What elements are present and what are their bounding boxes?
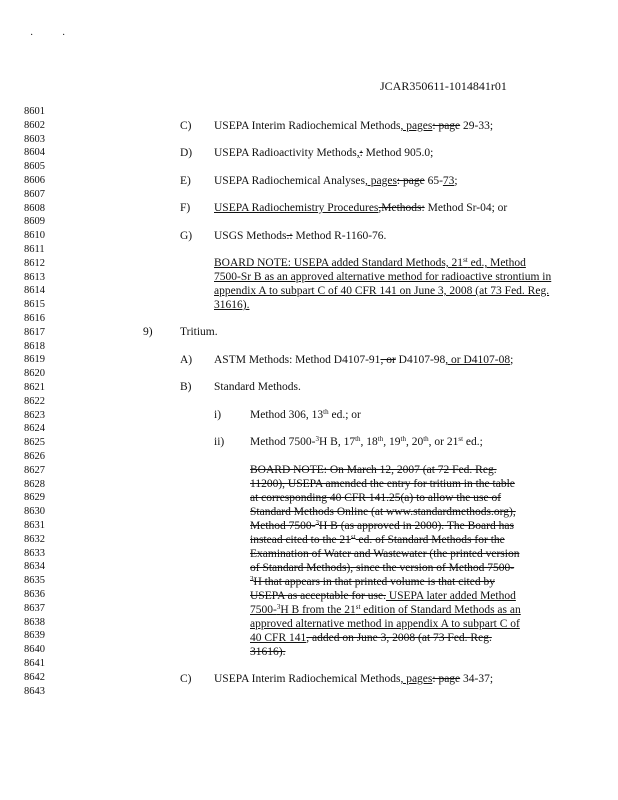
line-number: 8636 [24,589,45,600]
line-number: 8621 [24,382,45,393]
item-a-text: ASTM Methods: Method D4107-91, or D4107-98, or D4107-08; [214,354,514,366]
line-number: 8632 [24,533,45,545]
line-number: 8623 [24,409,45,421]
document-id: JCAR350611-1014841r01 [380,79,507,93]
line-number: 8617 [24,326,45,338]
line-number: 8609 [24,216,45,228]
board-note-2-line: Examination of Water and Wastewater (the printed version [250,548,520,560]
line-number: 8633 [24,547,45,559]
item-f-label: F) [180,202,191,214]
line-number: 8634 [24,561,45,573]
line-number: 8640 [24,644,45,656]
item-c2-text: USEPA Interim Radiochemical Methods, pages: page 34-37; [214,673,494,685]
item-i-label: i) [214,409,222,421]
item-9-label: 9) [143,326,153,338]
item-g-text: USGS Methods.: Method R-1160-76. [214,230,387,242]
item-9-text: Tritium. [180,326,218,338]
line-number: 8604 [24,147,45,159]
board-note-2-line: 7500-$^3$H B from the 21st edition of Standard Methods as an [250,603,521,616]
item-c2-label: C) [180,673,192,685]
line-number: 8608 [24,202,45,214]
board-note-2-line: 31616). [250,646,286,658]
board-note-1-line: 7500-Sr B as an approved alternative method for radioactive strontium in [214,271,552,283]
item-d-text: USEPA Radioactivity Methods,: Method 905.0; [214,147,434,159]
line-number: 8602 [24,119,45,131]
line-number: 8641 [24,658,45,669]
line-number: 8630 [24,506,45,518]
line-number: 8635 [24,575,45,587]
line-number: 8631 [24,520,45,531]
line-number: 8625 [24,437,45,449]
item-d-label: D) [180,147,193,159]
stray-mark: · [62,30,66,41]
line-number: 8629 [24,492,45,504]
item-ii-text: Method 7500-$^3$H B, 17th, 18th, 19th, 20th, or 21st ed.; [250,435,483,448]
line-number: 8626 [24,451,45,462]
line-number: 8603 [24,133,45,145]
line-number: 8637 [24,602,45,614]
line-number: 8618 [24,340,45,352]
line-number: 8615 [24,299,45,311]
line-number: 8616 [24,313,45,324]
line-number: 8612 [24,257,45,269]
stray-mark: · [30,30,34,41]
board-note-2-line: $^3$H that appears in that printed volume is that cited by [250,575,495,588]
board-note-2-line: 11200), USEPA amended the entry for tritium in the table [250,478,515,490]
board-note-1-line: BOARD NOTE: USEPA added Standard Methods, 21st ed., Method [214,256,526,269]
line-number: 8639 [24,630,45,642]
item-a-label: A) [180,354,193,366]
line-number: 8614 [24,285,45,297]
board-note-2-line: approved alternative method in appendix A to subpart C of [250,618,520,630]
line-number: 8638 [24,616,45,628]
item-b-label: B) [180,381,192,393]
board-note-2-line: instead cited to the 21st ed. of Standard Methods for the [250,533,505,546]
item-f-text: USEPA Radiochemistry Procedures,Methods: Method Sr-04; or [214,202,508,214]
item-b-text: Standard Methods. [214,381,301,393]
line-number: 8620 [24,368,45,380]
line-number: 8627 [24,464,45,476]
item-i-text: Method 306, 13th ed.; or [250,408,361,421]
line-number: 8606 [24,175,45,186]
board-note-2-line: 40 CFR 141, added on June 3, 2008 (at 73 Fed. Reg. [250,632,492,644]
board-note-2-line: Standard Methods Online (at www.standardmethods.org), [250,506,516,518]
line-number: 8605 [24,161,45,173]
line-number: 8601 [24,106,45,117]
board-note-2-line: of Standard Methods), since the version of Method 7500- [250,562,515,574]
line-number: 8628 [24,478,45,490]
line-number: 8613 [24,271,45,283]
board-note-2-line: BOARD NOTE: On March 12, 2007 (at 72 Fed. Reg. [250,464,497,476]
line-number: 8610 [24,230,45,242]
item-g-label: G) [180,230,193,242]
board-note-1-line: 31616). [214,299,250,311]
board-note-2-line: Method 7500-$^3$H B (as approved in 2000). The Board has [250,519,514,532]
board-note-2-line: USEPA as acceptable for use. USEPA later added Method [250,590,516,602]
line-number: 8611 [24,244,45,255]
line-number: 8642 [24,671,45,683]
line-number: 8619 [24,354,45,366]
board-note-2-line: at corresponding 40 CFR 141.25(a) to allow the use of [250,492,502,504]
item-ii-label: ii) [214,436,225,448]
item-c-text: USEPA Interim Radiochemical Methods, pages: page 29-33; [214,120,494,132]
item-c-label: C) [180,120,192,132]
item-e-text: USEPA Radiochemical Analyses, pages: page 65-73; [214,175,458,187]
line-number: 8607 [24,188,45,200]
item-e-label: E) [180,175,191,187]
line-number: 8624 [24,423,45,435]
board-note-1-line: appendix A to subpart C of 40 CFR 141 on June 3, 2008 (at 73 Fed. Reg. [214,285,550,297]
line-number: 8622 [24,395,45,407]
line-number: 8643 [24,685,45,697]
